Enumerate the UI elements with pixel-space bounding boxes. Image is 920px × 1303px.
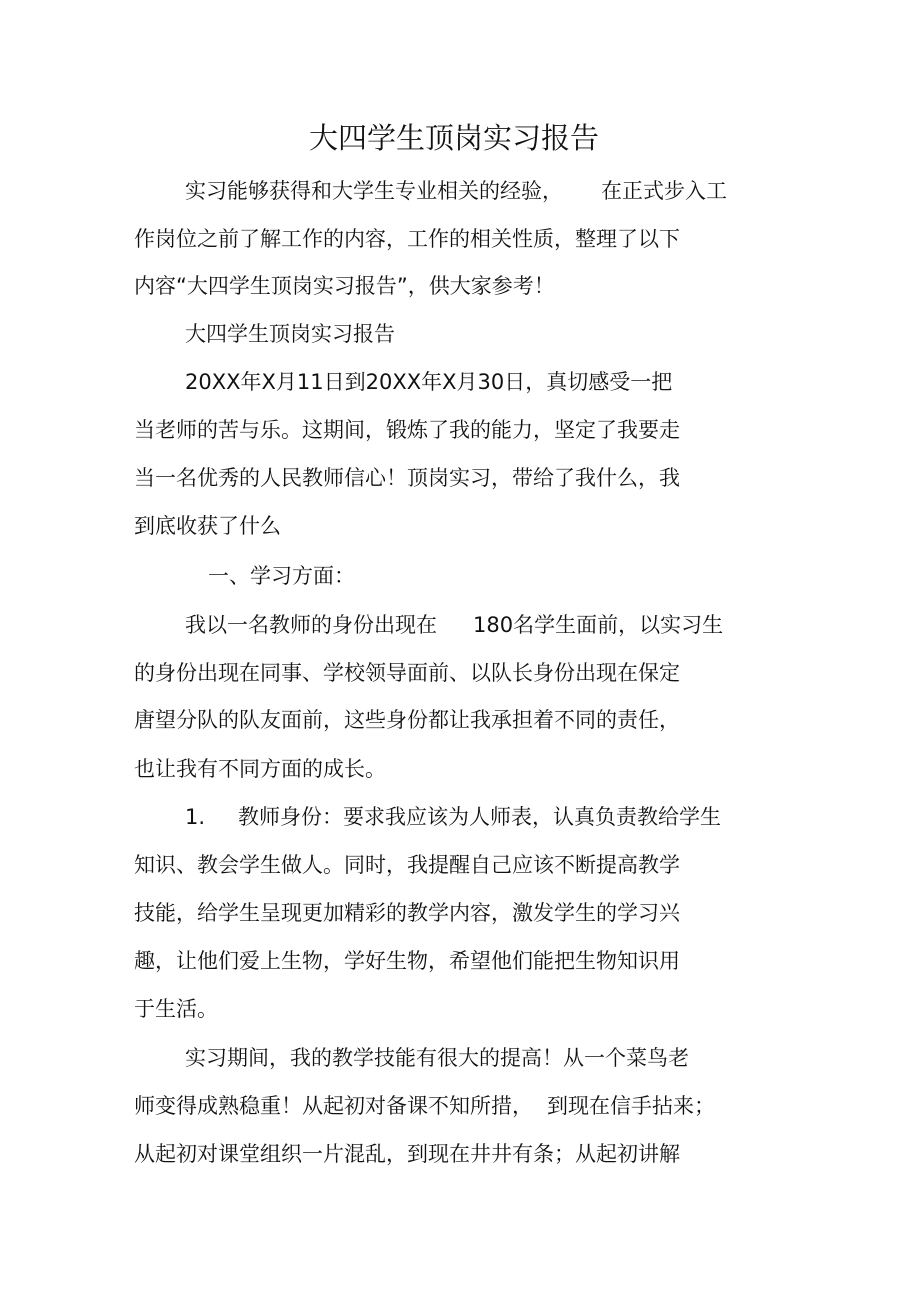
item1-line-2: 知识、教会学生做人。同时，我提醒自己应该不断提高教学 — [134, 853, 680, 877]
para2-line-3: 唐望分队的队友面前，这些身份都让我承担着不同的责任， — [134, 708, 680, 732]
para3-line-2 — [134, 1091, 715, 1121]
item1-line-1 — [185, 802, 721, 832]
document-subtitle: 大四学生顶岗实习报告 — [185, 322, 395, 346]
item1-line-4: 趣，让他们爱上生物，学好生物，希望他们能把生物知识用 — [134, 949, 680, 973]
intro-line-3: 内容“大四学生顶岗实习报告”，供大家参考！ — [134, 274, 555, 298]
document-title: 大四学生顶岗实习报告 — [308, 121, 599, 155]
para2-line-1-part-2: 180名学生面前，以实习生 — [473, 613, 724, 637]
item1-line-1-text: 教师身份：要求我应该为人师表，认真负责教给学生 — [238, 805, 722, 829]
para3-line-2-part-1: 师变得成熟稳重！从起初对备课不知所措， — [134, 1094, 533, 1118]
intro-line-2: 作岗位之前了解工作的内容，工作的相关性质，整理了以下 — [134, 227, 680, 251]
para3-line-3: 从起初对课堂组织一片混乱，到现在井井有条；从起初讲解 — [134, 1142, 680, 1166]
para3-line-2-part-2: 到现在信手拈来； — [547, 1094, 715, 1118]
para2-line-1 — [185, 610, 723, 640]
para2-line-1-part-1: 我以一名教师的身份出现在 — [185, 613, 437, 637]
intro-line-1-part-2: 在正式步入工 — [601, 179, 727, 203]
item1-number: 1. — [185, 805, 206, 829]
intro-line-1-part-1: 实习能够获得和大学生专业相关的经验， — [185, 179, 563, 203]
item1-line-3: 技能，给学生呈现更加精彩的教学内容，激发学生的学习兴 — [134, 901, 680, 925]
para1-line-1: 20XX年X月11日到20XX年X月30日，真切感受一把 — [185, 370, 673, 394]
para2-line-2: 的身份出现在同事、学校领导面前、以队长身份出现在保定 — [134, 661, 680, 685]
para1-line-3: 当一名优秀的人民教师信心！顶岗实习，带给了我什么，我 — [134, 466, 680, 490]
para1-line-4: 到底收获了什么 — [134, 514, 281, 538]
para1-line-2: 当老师的苦与乐。这期间，锻炼了我的能力，坚定了我要走 — [134, 418, 680, 442]
item1-line-5: 于生活。 — [134, 997, 218, 1021]
para2-line-4: 也让我有不同方面的成长。 — [134, 757, 386, 781]
intro-line-1 — [185, 176, 727, 206]
section-heading-study: 一、学习方面： — [208, 564, 355, 588]
para3-line-1: 实习期间，我的教学技能有很大的提高！从一个菜鸟老 — [185, 1046, 689, 1070]
